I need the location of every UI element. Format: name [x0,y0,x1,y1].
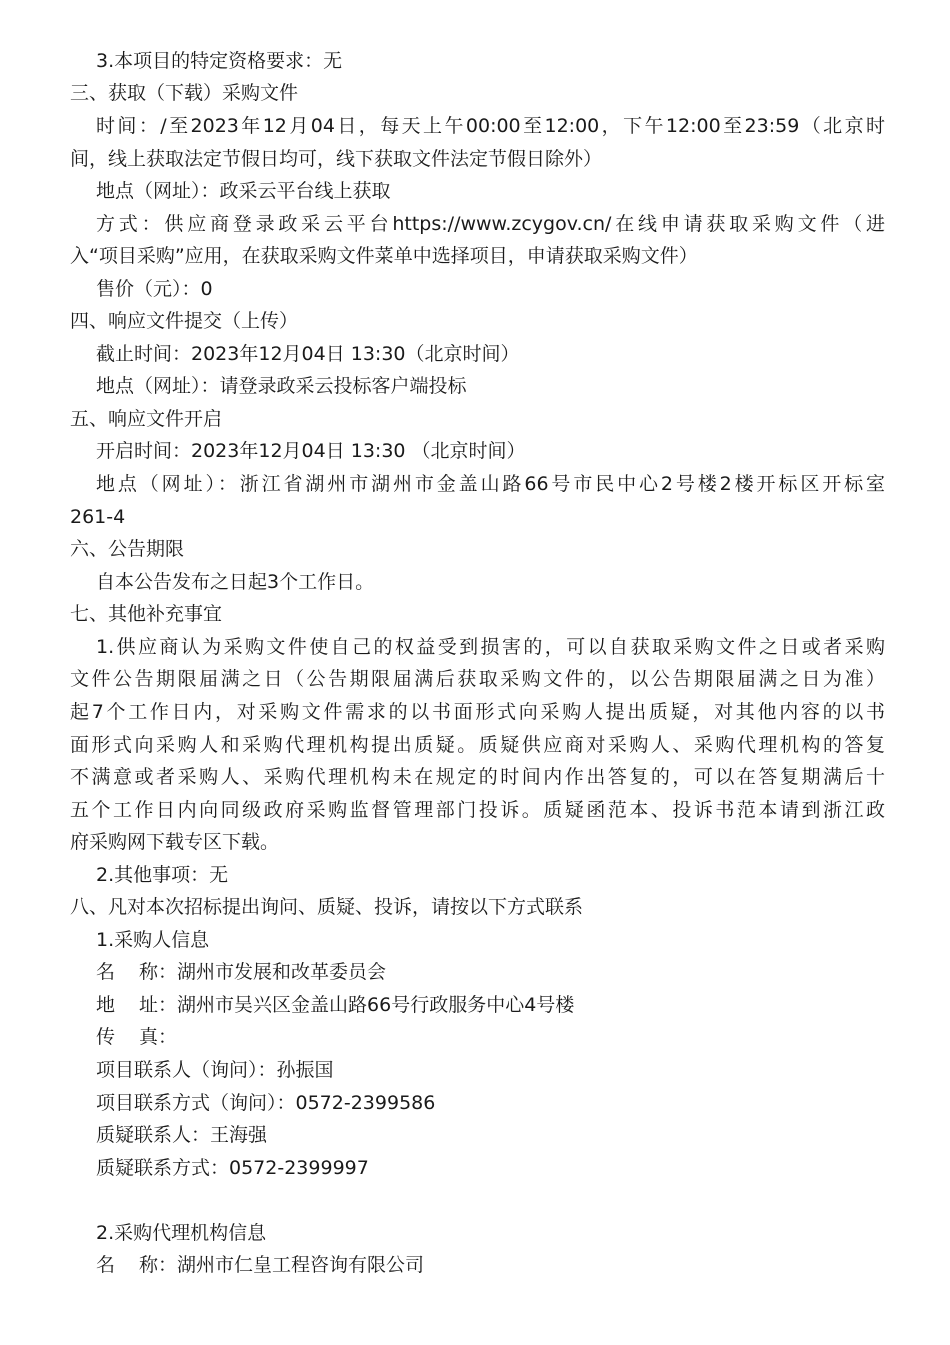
purchaser-fax-label-b: 真： [139,1026,178,1048]
supplement-para-line-1: 1.供应商认为采购文件使自己的权益受到损害的，可以自获取采购文件之日或者采购 [96,636,885,658]
notice-period-line: 自本公告发布之日起3个工作日。 [96,571,375,593]
purchaser-address-row [96,989,885,1022]
supplement-para-line-7: 府采购网下载专区下载。 [70,831,280,853]
time-line-2: 间，线上获取法定节假日均可，线下获取文件法定节假日除外） [70,148,603,170]
agency-name-label-b: 称： [139,1254,178,1276]
section-heading-8: 八、凡对本次招标提出询问、质疑、投诉，请按以下方式联系 [70,896,584,918]
deadline-line: 截止时间：2023年12月04日 13:30（北京时间） [96,343,520,365]
section-heading-5: 五、响应文件开启 [70,408,223,430]
price-line: 售价（元）：0 [96,278,213,300]
purchaser-name-row [96,956,885,989]
section-heading-7: 七、其他补充事宜 [70,603,223,625]
supplement-para-line-3: 起7个工作日内，对采购文件需求的以书面形式向采购人提出质疑，对其他内容的以书 [70,701,885,723]
opening-location-line-2: 261-4 [70,506,126,528]
agency-heading: 2.采购代理机构信息 [96,1222,267,1244]
purchaser-contact-line: 项目联系人（询问）：孙振国 [96,1059,334,1081]
agency-name-label-a: 名 [96,1254,116,1276]
opening-time-line: 开启时间：2023年12月04日 13:30 （北京时间） [96,440,526,462]
challenge-phone-line: 质疑联系方式：0572-2399997 [96,1157,369,1179]
opening-location-line-1: 地点（网址）：浙江省湖州市湖州市金盖山路66号市民中心2号楼2楼开标区开标室 [96,473,885,495]
purchaser-name-value: 湖州市发展和改革委员会 [177,961,387,983]
purchaser-address-value: 湖州市吴兴区金盖山路66号行政服务中心4号楼 [177,994,575,1016]
submit-location-line: 地点（网址）：请登录政采云投标客户端投标 [96,375,467,397]
section-heading-6: 六、公告期限 [70,538,185,560]
purchaser-name-label-a: 名 [96,961,116,983]
supplement-para-line-2: 文件公告期限届满之日（公告期限届满后获取采购文件的，以公告期限届满之日为准） [70,668,885,690]
method-line-2: 入“项目采购”应用，在获取采购文件菜单中选择项目，申请获取采购文件） [70,245,698,267]
purchaser-name-label-b: 称： [139,961,178,983]
supplement-para-line-5: 不满意或者采购人、采购代理机构未在规定的时间内作出答复的，可以在答复期满后十 [70,766,885,788]
agency-name-row [96,1249,885,1282]
supplement-para-line-4: 面形式向采购人和采购代理机构提出质疑。质疑供应商对采购人、采购代理机构的答复 [70,734,885,756]
purchaser-contact-phone-line: 项目联系方式（询问）：0572-2399586 [96,1092,436,1114]
qualification-line: 3.本项目的特定资格要求：无 [96,50,343,72]
agency-name-value: 湖州市仁皇工程咨询有限公司 [177,1254,425,1276]
supplement-para-line-6: 五个工作日内向同级政府采购监督管理部门投诉。质疑函范本、投诉书范本请到浙江政 [70,799,885,821]
section-heading-3: 三、获取（下载）采购文件 [70,82,299,104]
purchaser-fax-row [96,1021,885,1054]
location-line: 地点（网址）：政采云平台线上获取 [96,180,391,202]
purchaser-address-label-a: 地 [96,994,116,1016]
method-line-1: 方式：供应商登录政采云平台https://www.zcygov.cn/在线申请获取采购文件（进 [96,213,885,235]
purchaser-fax-label-a: 传 [96,1026,116,1048]
other-items-line: 2.其他事项：无 [96,864,229,886]
challenge-contact-line: 质疑联系人：王海强 [96,1124,268,1146]
time-line-1: 时间：/至2023年12月04日，每天上午00:00至12:00，下午12:00至23:59（北京时 [96,115,885,137]
purchaser-heading: 1.采购人信息 [96,929,210,951]
purchaser-address-label-b: 址： [139,994,178,1016]
section-heading-4: 四、响应文件提交（上传） [70,310,299,332]
